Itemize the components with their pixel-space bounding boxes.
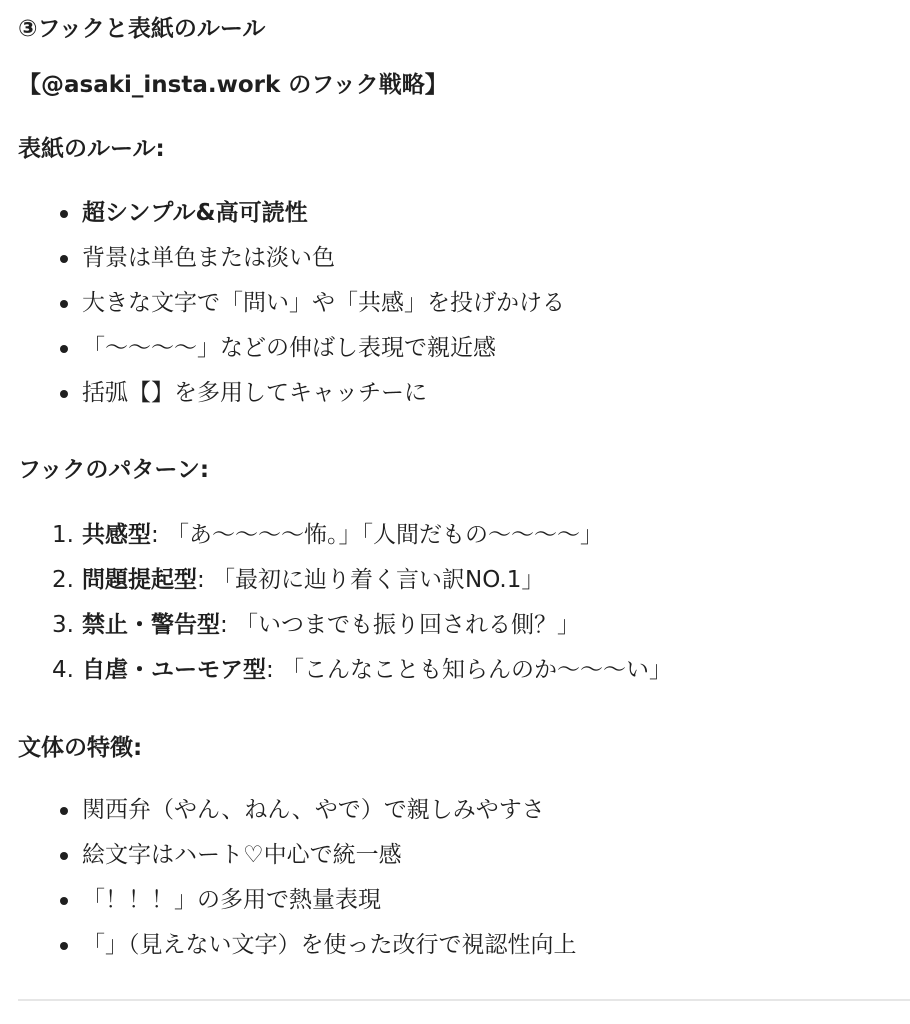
list-item-text: 括弧【】を多用してキャッチーに: [82, 380, 427, 406]
strategy-title: 【@asaki_insta.work のフック戦略】: [18, 72, 448, 98]
list-number: 2.: [52, 567, 74, 593]
bullet-icon: [60, 897, 68, 905]
pattern-example: : 「最初に辿り着く言い訳NO.1」: [197, 567, 545, 593]
list-item-text: [82, 513, 603, 558]
list-item-text: [82, 648, 672, 693]
bullet-icon: [60, 210, 68, 218]
bullet-icon: [60, 852, 68, 860]
pattern-label: 自虐・ユーモア型: [82, 657, 266, 683]
list-item-text: 絵文字はハート♡中心で統一感: [82, 842, 402, 868]
bullet-icon: [60, 390, 68, 398]
bullet-icon: [60, 300, 68, 308]
list-item-text: 「」（見えない文字）を使った改行で視認性向上: [82, 932, 577, 958]
pattern-example: : 「あ〜〜〜〜怖。」「人間だもの〜〜〜〜」: [151, 522, 604, 548]
list-item-text: 超シンプル&高可読性: [82, 200, 308, 226]
list-item-text: [82, 603, 580, 648]
bullet-icon: [60, 255, 68, 263]
list-item-text: 「！！！」の多用で熱量表現: [82, 887, 381, 913]
bullet-icon: [60, 345, 68, 353]
list-item-text: 背景は単色または淡い色: [82, 245, 335, 271]
list-item-text: 大きな文字で「問い」や「共感」を投げかける: [82, 290, 565, 316]
pattern-example: : 「こんなことも知らんのか〜〜〜い」: [266, 657, 673, 683]
pattern-label: 問題提起型: [82, 567, 197, 593]
divider: [18, 999, 910, 1001]
style-features-title: 文体の特徴:: [18, 735, 143, 761]
list-item-text: [82, 558, 544, 603]
list-number: 1.: [52, 522, 74, 548]
pattern-label: 禁止・警告型: [82, 612, 220, 638]
pattern-example: : 「いつまでも振り回される側？」: [220, 612, 581, 638]
list-item-text: 関西弁（やん、ねん、やで）で親しみやすさ: [82, 797, 545, 823]
bullet-icon: [60, 807, 68, 815]
list-item-text: 「〜〜〜〜」などの伸ばし表現で親近感: [82, 335, 496, 361]
pattern-label: 共感型: [82, 522, 151, 548]
cover-rules-title: 表紙のルール:: [18, 136, 165, 162]
list-number: 3.: [52, 612, 74, 638]
hook-patterns-title: フックのパターン:: [18, 457, 210, 483]
list-number: 4.: [52, 657, 74, 683]
section-heading: ③フックと表紙のルール: [18, 16, 266, 42]
bullet-icon: [60, 942, 68, 950]
